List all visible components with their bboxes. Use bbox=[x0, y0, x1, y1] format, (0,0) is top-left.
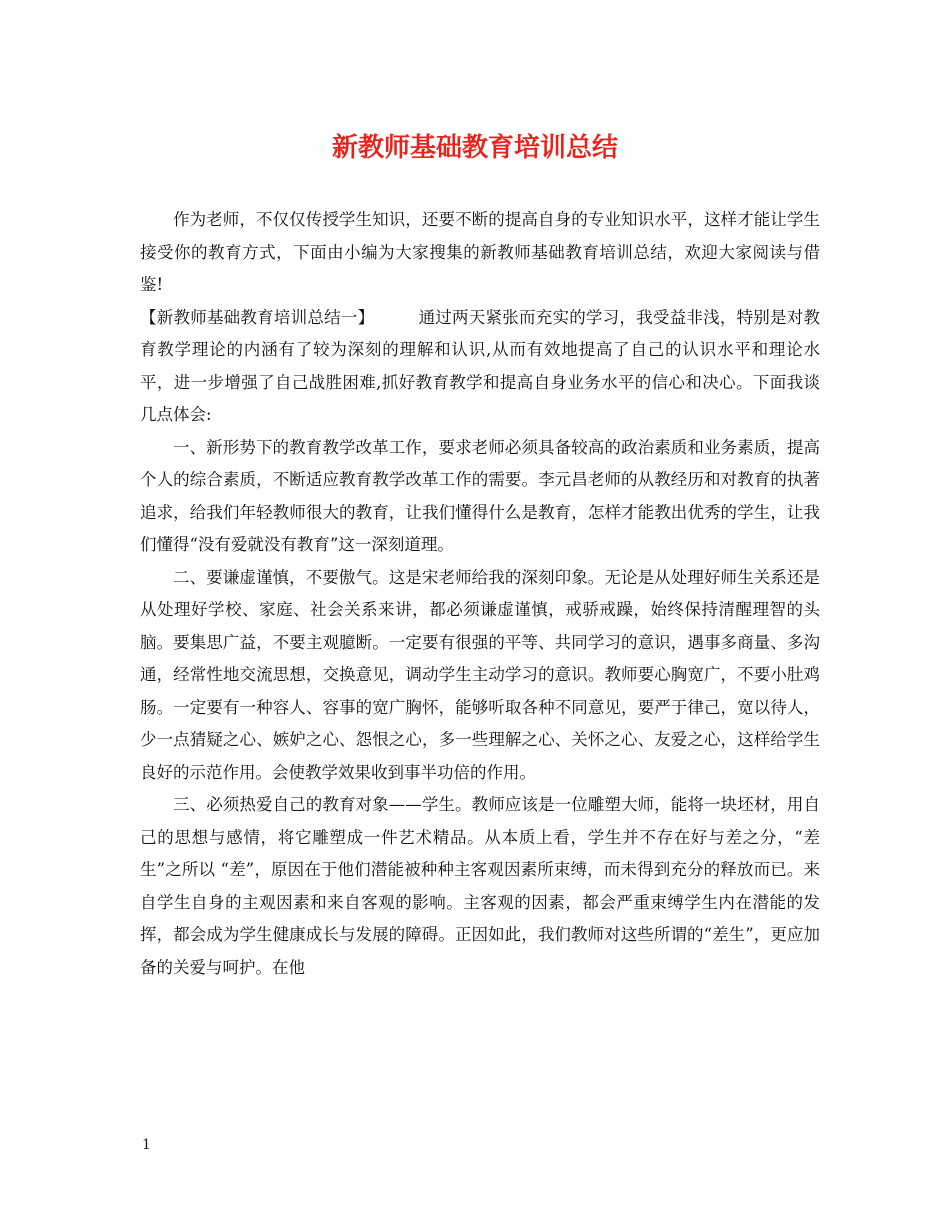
section-first-text: 通过两天紧张而充实的学习，我受益非浅，特别是对教育教学理论的内涵有了较为深刻的理解和认识,从而有效地提高了自己的认识水平和理论水平，进一步增强了自己战胜困难,抓好教育教学和提高自身业务水平的信心和决心。下面我谈几点体会: bbox=[140, 307, 821, 424]
paragraph-two: 二、要谦虚谨慎，不要傲气。这是宋老师给我的深刻印象。无论是从处理好师生关系还是从处理好学校、家庭、社会关系来讲，都必须谦虚谨慎，戒骄戒躁，始终保持清醒理智的头脑。要集思广益，不要主观臆断。一定要有很强的平等、共同学习的意识，遇事多商量、多沟通，经常性地交流思想，交换意见，调动学生主动学习的意识。教师要心胸宽广，不要小肚鸡肠。一定要有一种容人、容事的宽广胸怀，能够听取各种不同意见，要严于律己，宽以待人，少一点猜疑之心、嫉妒之心、怨恨之心，多一些理解之心、关怀之心、友爱之心，这样给学生良好的示范作用。会使教学效果收到事半功倍的作用。 bbox=[140, 567, 820, 782]
paragraph-one: 一、新形势下的教育教学改革工作，要求老师必须具备较高的政治素质和业务素质，提高个人的综合素质，不断适应教育教学改革工作的需要。李元昌老师的从教经历和对教育的执著追求，给我们年轻教师很大的教育，让我们懂得什么是教育，怎样才能教出优秀的学生，让我们懂得“没有爱就没有教育”这一深刻道理。 bbox=[140, 437, 820, 554]
section-one-paragraph bbox=[140, 302, 820, 432]
page-number: 1 bbox=[142, 1137, 151, 1153]
paragraph-three: 三、必须热爱自己的教育对象——学生。教师应该是一位雕塑大师，能将一块坯材，用自己的思想与感情，将它雕塑成一件艺术精品。从本质上看，学生并不存在好与差之分，“差生”之所以 “差”，原因在于他们潜能被种种主客观因素所束缚，而未得到充分的释放而已。来自学生自身的主观因素和来自客观的影响。主客观的因素，都会严重束缚学生内在潜能的发挥，都会成为学生健康成长与发展的障碍。正因如此，我们教师对这些所谓的“差生”，更应加备的关爱与呵护。在他 bbox=[140, 795, 820, 977]
intro-paragraph: 作为老师，不仅仅传授学生知识，还要不断的提高自身的专业知识水平，这样才能让学生接受你的教育方式，下面由小编为大家搜集的新教师基础教育培训总结，欢迎大家阅读与借鉴! bbox=[140, 210, 820, 294]
section-label: 【新教师基础教育培训总结一】 bbox=[140, 307, 375, 327]
document-title: 新教师基础教育培训总结 bbox=[331, 133, 618, 163]
document-body bbox=[140, 204, 820, 984]
